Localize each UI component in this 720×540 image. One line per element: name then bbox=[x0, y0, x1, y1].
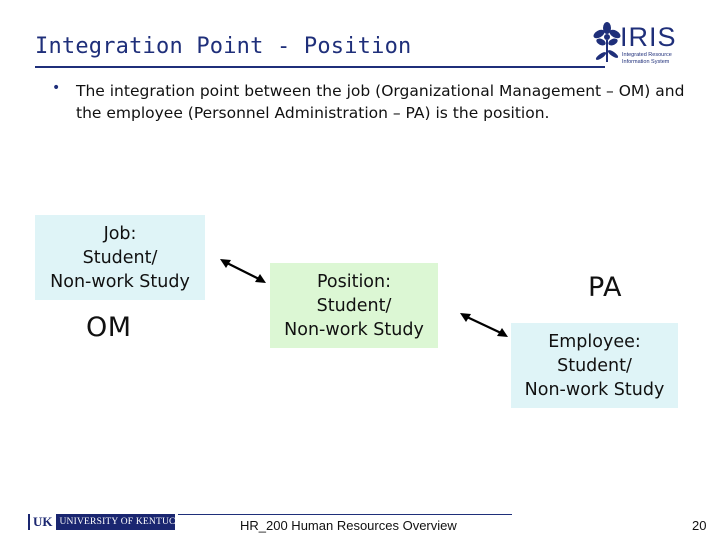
slide-title: Integration Point - Position bbox=[35, 34, 412, 59]
om-label: OM bbox=[86, 312, 132, 343]
position-box: Position: Student/ Non-work Study bbox=[270, 263, 438, 348]
page-number: 20 bbox=[692, 518, 707, 533]
logo-wordmark: IRIS bbox=[620, 22, 677, 52]
double-arrow-icon bbox=[218, 258, 268, 284]
logo-subtitle: Integrated Resource Information System bbox=[622, 52, 672, 65]
university-name: UNIVERSITY OF KENTUCKY bbox=[59, 517, 190, 527]
pa-label: PA bbox=[588, 272, 623, 303]
uk-mark: UK bbox=[30, 514, 56, 530]
bullet-icon: • bbox=[52, 80, 61, 96]
iris-logo bbox=[590, 18, 700, 68]
footer-divider bbox=[178, 514, 512, 515]
flower-icon bbox=[590, 20, 624, 66]
employee-box: Employee: Student/ Non-work Study bbox=[511, 323, 678, 408]
job-box: Job: Student/ Non-work Study bbox=[35, 215, 205, 300]
university-logo bbox=[28, 514, 190, 530]
double-arrow-icon bbox=[458, 312, 510, 338]
title-underline bbox=[35, 66, 605, 68]
bullet-text: The integration point between the job (Organizational Management – OM) and the employee (Personnel Administration – PA) is the position. bbox=[76, 82, 685, 122]
footer-course: HR_200 Human Resources Overview bbox=[240, 518, 457, 533]
